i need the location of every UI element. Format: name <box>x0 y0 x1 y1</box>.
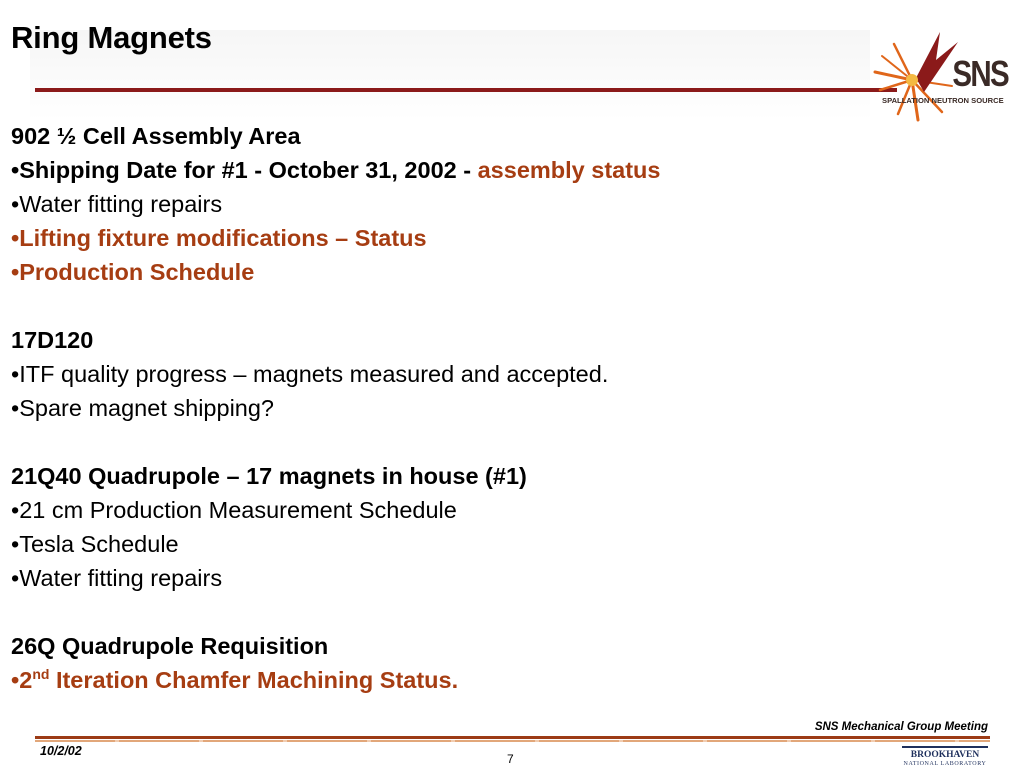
footer-meeting-title: SNS Mechanical Group Meeting <box>814 721 988 733</box>
chamfer-machining-status-link[interactable] <box>19 667 458 693</box>
bullet-item <box>11 527 971 561</box>
bullet-icon: • <box>11 667 20 693</box>
bullet-icon: • <box>11 225 20 251</box>
section-heading: 21Q40 Quadrupole – 17 magnets in house (#1) <box>11 463 527 489</box>
link-text: Iteration Chamfer Machining Status. <box>55 667 459 693</box>
bullet-item <box>11 357 971 391</box>
title-divider <box>35 88 897 92</box>
bullet-icon: • <box>11 361 20 387</box>
bnl-logo-name: BROOKHAVEN <box>910 750 980 760</box>
bullet-text: Tesla Schedule <box>19 531 179 557</box>
spacer <box>11 595 971 629</box>
lifting-fixture-status-link[interactable]: Lifting fixture modifications – Status <box>19 225 427 251</box>
assembly-status-link[interactable]: assembly status <box>477 157 661 183</box>
slide-title: Ring Magnets <box>11 20 212 55</box>
bullet-item <box>11 187 971 221</box>
bullet-icon: • <box>11 157 20 183</box>
bullet-item <box>11 493 971 527</box>
bullet-text: Water fitting repairs <box>19 565 223 591</box>
bullet-item <box>11 153 971 187</box>
bnl-logo-subtitle: NATIONAL LABORATORY <box>903 761 987 767</box>
footer-divider <box>35 736 990 739</box>
bullet-icon: • <box>11 497 20 523</box>
production-schedule-link[interactable]: Production Schedule <box>19 259 255 285</box>
sns-logo-subtitle: SPALLATION NEUTRON SOURCE <box>882 96 1004 105</box>
section-heading: 17D120 <box>11 327 94 353</box>
bullet-item <box>11 255 971 289</box>
bullet-text: 21 cm Production Measurement Schedule <box>19 497 457 523</box>
brookhaven-logo <box>902 746 988 766</box>
bullet-item <box>11 663 971 697</box>
spacer <box>11 289 971 323</box>
bullet-text: Water fitting repairs <box>19 191 223 217</box>
footer-divider-shade <box>35 740 990 742</box>
bullet-icon: • <box>11 259 20 285</box>
sns-core <box>906 74 918 86</box>
footer-date: 10/2/02 <box>40 744 82 758</box>
bullet-text: ITF quality progress – magnets measured and accepted. <box>19 361 609 387</box>
bullet-icon: • <box>11 565 20 591</box>
bullet-item <box>11 561 971 595</box>
bullet-icon: • <box>11 531 20 557</box>
spacer <box>11 425 971 459</box>
bullet-icon: • <box>11 191 20 217</box>
section-heading: 26Q Quadrupole Requisition <box>11 633 329 659</box>
section-heading: 902 ½ Cell Assembly Area <box>11 123 301 149</box>
sns-logo-text: SNS <box>952 53 1009 94</box>
page-number: 7 <box>507 752 514 766</box>
sns-logo <box>872 30 1009 122</box>
bnl-logo-bar <box>902 746 988 748</box>
bullet-item <box>11 221 971 255</box>
slide-content <box>11 119 971 697</box>
bullet-text: Shipping Date for #1 - October 31, 2002 - <box>19 157 478 183</box>
bullet-text: Spare magnet shipping? <box>19 395 274 421</box>
bullet-icon: • <box>11 395 20 421</box>
ordinal-suffix: nd <box>32 666 50 682</box>
iteration-number: 2 <box>19 667 33 693</box>
bullet-item <box>11 391 971 425</box>
